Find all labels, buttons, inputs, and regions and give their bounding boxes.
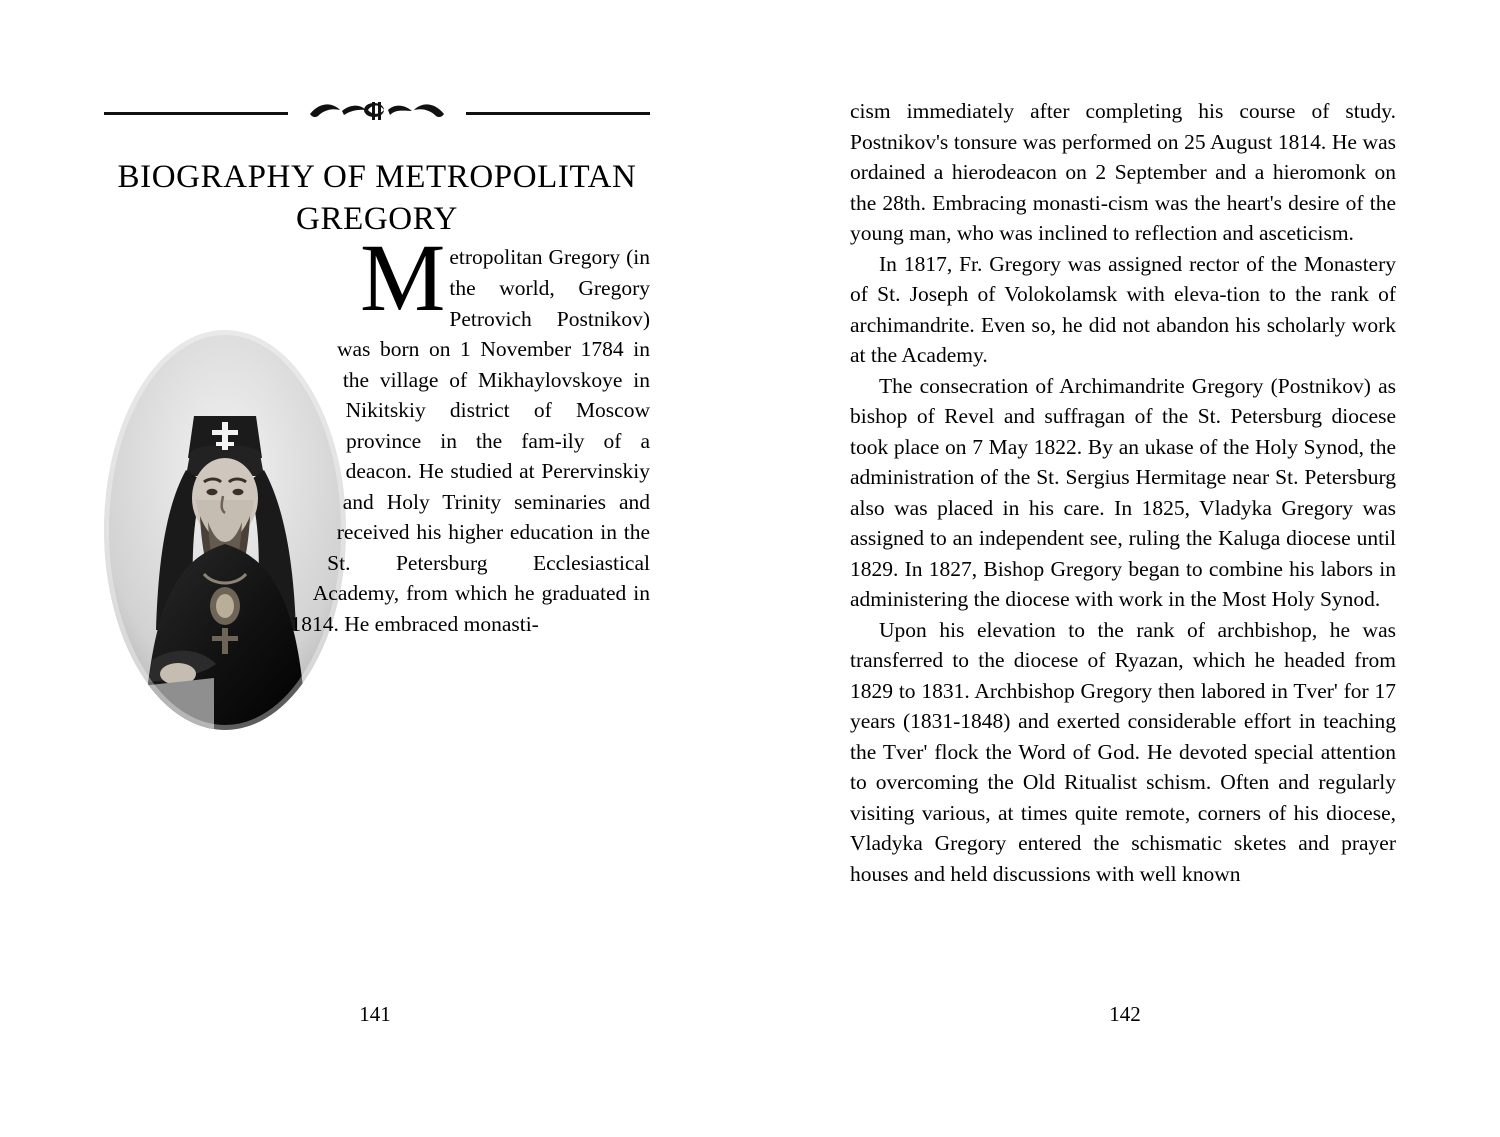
left-page-body	[104, 224, 650, 639]
chapter-ornament-rule	[104, 96, 650, 130]
drop-cap: M	[360, 224, 446, 332]
chapter-title: BIOGRAPHY OF METROPOLITAN GREGORY	[117, 159, 637, 238]
paragraph: The consecration of Archimandrite Gregory (Postnikov) as bishop of Revel and suffragan of the St. Petersburg diocese took place on 7 May 1822. By an ukase of the Holy Synod, the administration of the St. Sergius Hermitage near St. Petersburg also was placed in his care. In 1825, Vladyka Gregory was assigned to an independent see, ruling the Kaluga diocese until 1829. In 1827, Bishop Gregory began to combine his labors in administering the diocese with work in the Most Holy Synod.	[850, 373, 1396, 612]
page-number-right: 142	[1109, 1002, 1141, 1026]
paragraph: Upon his elevation to the rank of archbishop, he was transferred to the diocese of Ryazan, which he headed from 1829 to 1831. Archbishop Gregory then labored in Tver' for 17 years (1831-1848) and exerted considerable effort in teaching the Tver' flock the Word of God. He devoted special attention to overcoming the Old Ritualist schism. Often and regularly visiting various, at times quite remote, corners of his diocese, Vladyka Gregory entered the schismatic sketes and prayer houses and held discussions with well known	[850, 617, 1396, 886]
opening-paragraph	[104, 224, 650, 639]
rule-left	[104, 112, 288, 115]
rule-right	[466, 112, 650, 115]
floral-divider-ornament-icon	[288, 98, 466, 124]
page-number-left: 141	[359, 1002, 391, 1026]
paragraph: cism immediately after completing his course of study. Postnikov's tonsure was performed on 25 August 1814. He was ordained a hierodeacon on 2 September and a hieromonk on the 28th. Embracing monasti-cism was the heart's desire of the young man, who was inclined to reflection and asceticism.	[850, 99, 1396, 246]
opening-paragraph-text: etropolitan Gregory (in the world, Gregory Petrovich Postnikov) was born on 1 November 1784 in the village of Mikhaylovskoye in Nikitskiy district of Moscow province in the fam-ily of a deacon. He studied at Perervinskiy and Holy Trinity seminaries and received his higher education in the St. Petersburg Ecclesiastical Academy, from which he graduated in 1814. He embraced monasti-	[290, 245, 650, 636]
page-right	[750, 0, 1500, 1137]
paragraph: In 1817, Fr. Gregory was assigned rector of the Monastery of St. Joseph of Volokolamsk with eleva-tion to the rank of archimandrite. Even so, he did not abandon his scholarly work at the Academy.	[850, 251, 1396, 368]
right-page-body	[850, 96, 1396, 889]
